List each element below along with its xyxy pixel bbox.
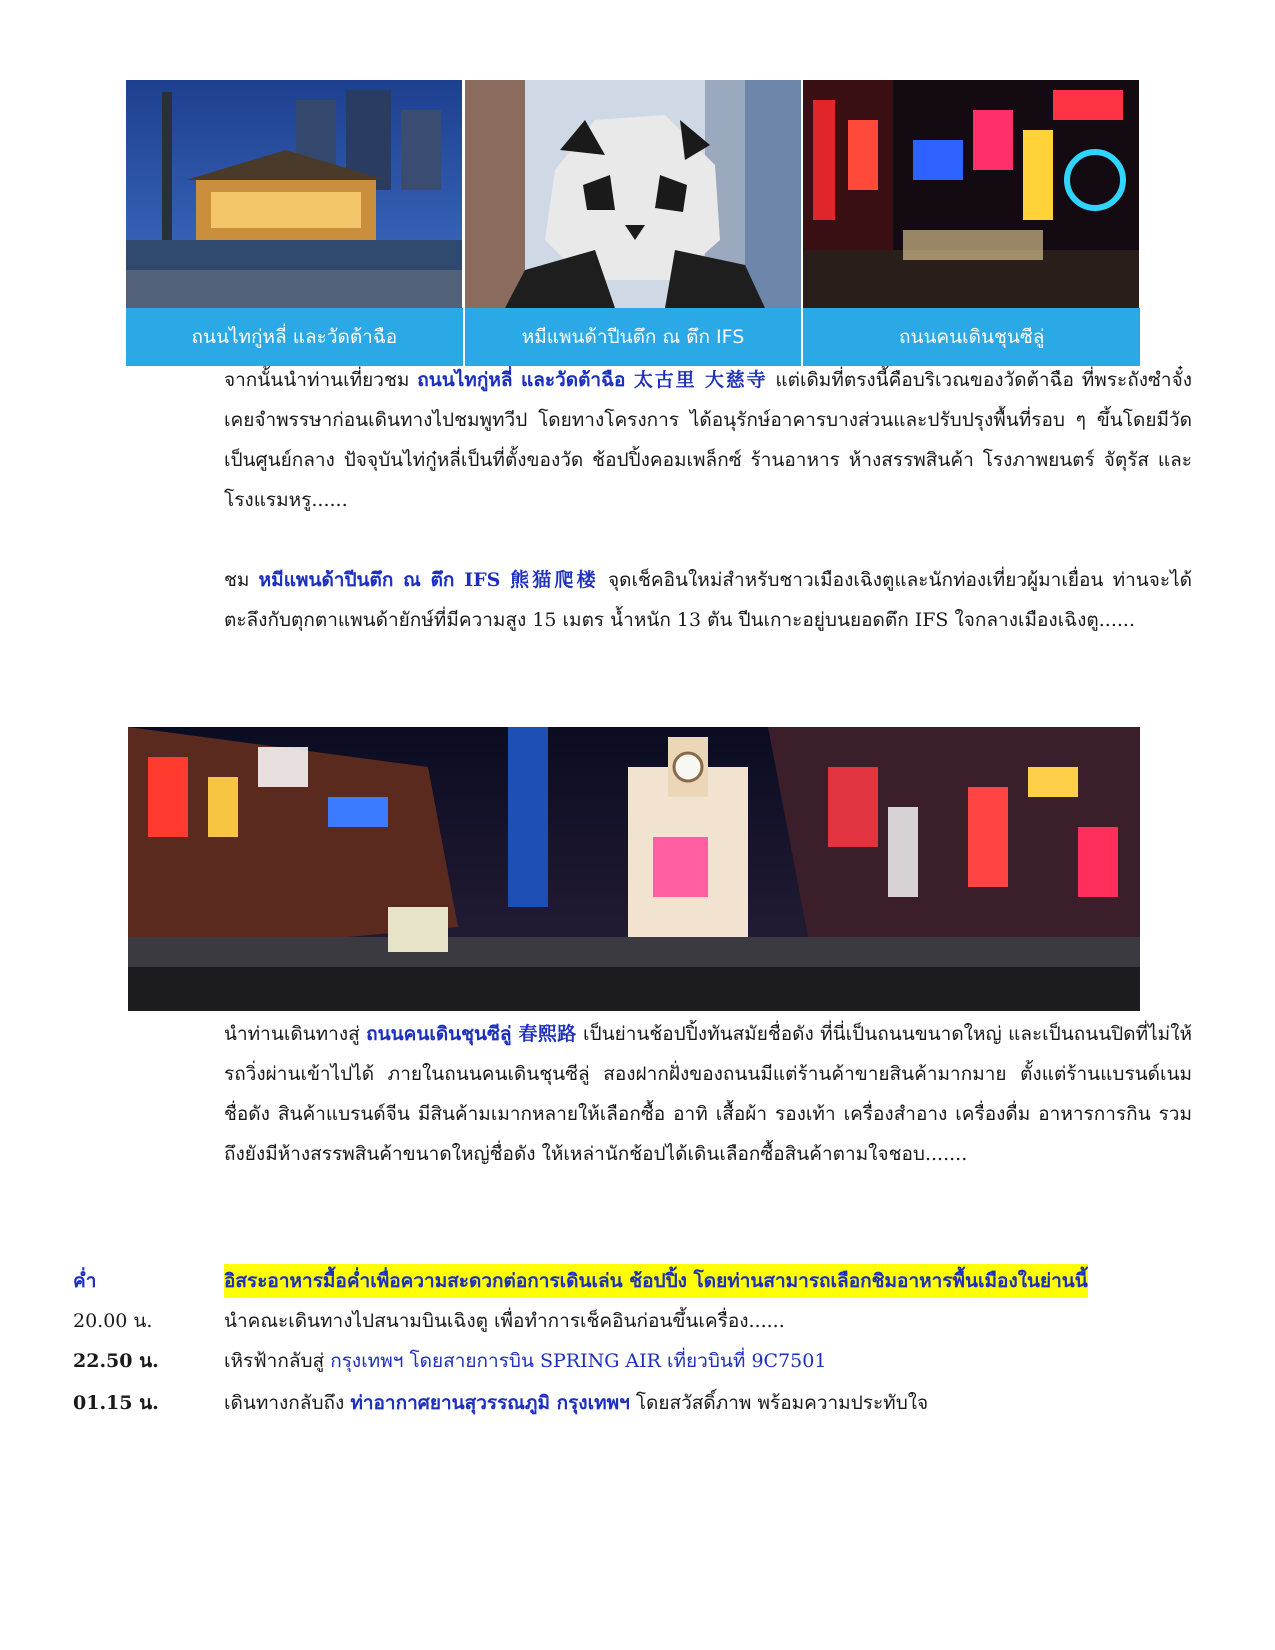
schedule-text-pre: เดินทางกลับถึง [224, 1392, 351, 1414]
chunxi-road-image [803, 80, 1139, 308]
photo-taikoo-li [126, 80, 463, 366]
photo-strip [126, 80, 1140, 366]
photo-chunxi-road [803, 80, 1140, 366]
paragraph-body: เป็นย่านช้อปปิ้งทันสมัยชื่อดัง ที่นี่เป็นถนนขนาดใหญ่ และเป็นถนนปิดที่ไม่ให้รถวิ่งผ่านเข้าไปได้ ภายในถนนคนเดินชุนซีลู่ สองฝากฝั่งของถนนมีแต่ร้านค้าขายสินค้ามากมาย ตั้งแต่ร้านแบรนด์เนมชื่อดัง สินค้าแบรนด์จีน มีสินค้ามเมากหลายให้เลือกซื้อ อาทิ เสื้อผ้า รองเท้า เครื่องสำอาง เครื่องดื่ม อาหารการกิน รวมถึงยังมีห้างสรรพสินค้าขนาดใหญ่ชื่อดัง ให้เหล่านักช้อปได้เดินเลือกซื้อสินค้าตามใจชอบ....... [224, 1023, 1192, 1165]
schedule-text: อิสระอาหารมื้อค่ำเพื่อความสะดวกต่อการเดินเล่น ช้อปปิ้ง โดยท่านสามารถเลือกชิมอาหารพื้นเมืองในย่านนี้ [224, 1264, 1088, 1298]
taikoo-li-image [126, 80, 462, 308]
place-name: ถนนคนเดินชุนซีลู่ 春熙路 [366, 1023, 577, 1045]
schedule-row-0115 [73, 1386, 1173, 1420]
schedule-time: 01.15 น. [73, 1392, 159, 1414]
paragraph-taikoo-li [224, 360, 1192, 520]
schedule-text-pre: เหิรฟ้ากลับสู่ [224, 1350, 331, 1372]
schedule-time: 22.50 น. [73, 1350, 159, 1372]
paragraph-body: แต่เดิมที่ตรงนี้คือบริเวณของวัดต้าฉือ ที่พระถังซำจั๋ง เคยจำพรรษาก่อนเดินทางไปชมพูทวีป โดยทางโครงการ ได้อนุรักษ์อาคารบางส่วนและปรับปรุงพื้นที่รอบ ๆ ขึ้นโดยมีวัดเป็นศูนย์กลาง ปัจจุบันไท่กู๋หลี่เป็นที่ตั้งของวัด ช้อปปิ้งคอมเพล็กซ์ ร้านอาหาร ห้างสรรพสินค้า โรงภาพยนตร์ จัตุรัส และโรงแรมหรู...... [224, 369, 1193, 511]
schedule-text [224, 1344, 826, 1378]
photo-caption: หมีแพนด้าปีนตึก ณ ตึก IFS [465, 308, 802, 366]
paragraph-panda [224, 560, 1192, 640]
photo-chunxi-street-night [128, 727, 1140, 1011]
paragraph-chunxi [224, 1014, 1192, 1174]
paragraph-lead: นำท่านเดินทางสู่ [224, 1023, 367, 1045]
paragraph-lead: จากนั้นนำท่านเที่ยวชม [224, 369, 418, 391]
place-name: หมีแพนด้าปีนตึก ณ ตึก IFS 熊猫爬楼 [258, 569, 599, 591]
paragraph-body: จุดเช็คอินใหม่สำหรับชาวเมืองเฉิงตูและนักท่องเที่ยวผู้มาเยื่อน ท่านจะได้ตะลึงกับตุกตาแพนด้ายักษ์ที่มีความสูง 15 เมตร น้ำหนัก 13 ตัน ปีนเกาะอยู่บนยอดตึก IFS ใจกลางเมืองเฉิงตู...... [224, 569, 1192, 631]
flight-info: กรุงเทพฯ โดยสายการบิน SPRING AIR เที่ยวบินที่ 9C7501 [330, 1350, 827, 1372]
place-name: ถนนไทกู่หลี่ และวัดต้าฉือ 太古里 大慈寺 [417, 369, 768, 391]
schedule-text-post: โดยสวัสดิ์ภาพ พร้อมความประทับใจ [629, 1392, 929, 1414]
chunxi-street-image [128, 727, 1140, 1011]
destination-airport: ท่าอากาศยานสุวรรณภูมิ กรุงเทพฯ [350, 1392, 630, 1414]
schedule-row-2000 [73, 1304, 1173, 1338]
panda-ifs-image [465, 80, 801, 308]
schedule-text: นำคณะเดินทางไปสนามบินเฉิงตู เพื่อทำการเช็คอินก่อนขึ้นเครื่อง...... [224, 1310, 785, 1332]
photo-caption: ถนนคนเดินชุนซีลู่ [803, 308, 1140, 366]
schedule-text [224, 1386, 928, 1420]
schedule-time: ค่ำ [73, 1270, 97, 1292]
paragraph-lead: ชม [224, 569, 259, 591]
photo-caption: ถนนไทกู่หลี่ และวัดต้าฉือ [126, 308, 463, 366]
schedule-time: 20.00 น. [73, 1310, 153, 1332]
schedule-row-dinner [73, 1264, 1173, 1298]
photo-panda-ifs [465, 80, 802, 366]
schedule-row-2250 [73, 1344, 1173, 1378]
